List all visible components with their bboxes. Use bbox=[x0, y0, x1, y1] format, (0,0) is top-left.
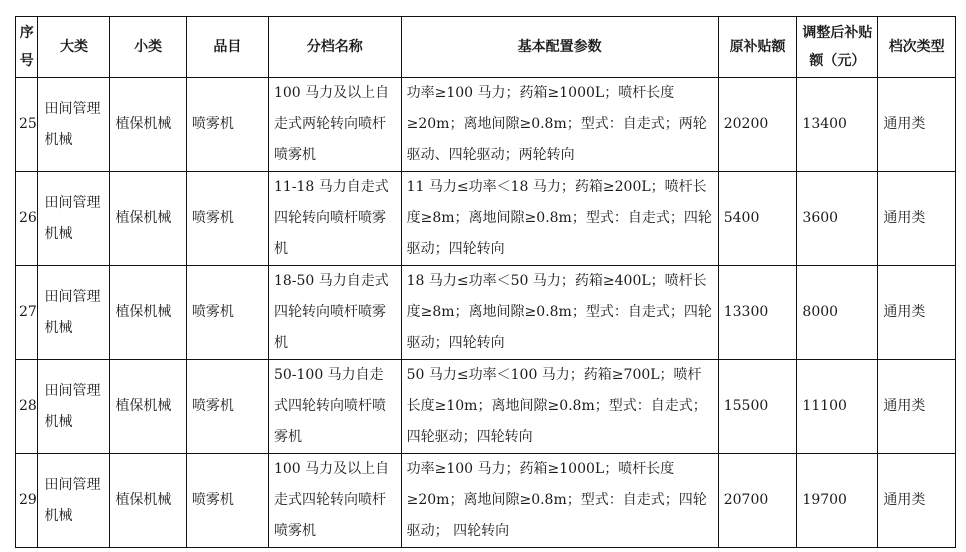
cell-no: 29 bbox=[16, 454, 38, 548]
cell-adjusted-subsidy: 19700 bbox=[797, 454, 878, 548]
cell-config: 功率≥100 马力；药箱≥1000L；喷杆长度≥20m；离地间隙≥0.8m；型式：自走式；四轮驱动； 四轮转向 bbox=[401, 454, 718, 548]
cell-category: 田间管理机械 bbox=[38, 172, 110, 266]
header-grade-type: 档次类型 bbox=[878, 17, 956, 78]
subsidy-table bbox=[15, 16, 956, 548]
cell-grade-name: 100 马力及以上自走式四轮转向喷杆喷雾机 bbox=[268, 454, 401, 548]
cell-adjusted-subsidy: 3600 bbox=[797, 172, 878, 266]
cell-no: 27 bbox=[16, 266, 38, 360]
cell-item: 喷雾机 bbox=[186, 454, 268, 548]
cell-subcategory: 植保机械 bbox=[110, 360, 186, 454]
cell-adjusted-subsidy: 8000 bbox=[797, 266, 878, 360]
cell-category: 田间管理机械 bbox=[38, 360, 110, 454]
header-no: 序号 bbox=[16, 17, 38, 78]
cell-grade-name: 11-18 马力自走式四轮转向喷杆喷雾机 bbox=[268, 172, 401, 266]
cell-config: 50 马力≤功率＜100 马力；药箱≥700L；喷杆长度≥10m；离地间隙≥0.8m；型式：自走式； 四轮驱动；四轮转向 bbox=[401, 360, 718, 454]
cell-no: 25 bbox=[16, 78, 38, 172]
cell-config: 11 马力≤功率＜18 马力；药箱≥200L；喷杆长度≥8m；离地间隙≥0.8m；型式：自走式；四轮驱动；四轮转向 bbox=[401, 172, 718, 266]
cell-category: 田间管理机械 bbox=[38, 454, 110, 548]
header-adjusted-subsidy: 调整后补贴额（元） bbox=[797, 17, 878, 78]
subsidy-table-container bbox=[15, 16, 956, 548]
cell-item: 喷雾机 bbox=[186, 360, 268, 454]
cell-adjusted-subsidy: 13400 bbox=[797, 78, 878, 172]
cell-item: 喷雾机 bbox=[186, 172, 268, 266]
table-row bbox=[16, 266, 956, 360]
cell-subcategory: 植保机械 bbox=[110, 454, 186, 548]
table-row bbox=[16, 360, 956, 454]
cell-item: 喷雾机 bbox=[186, 266, 268, 360]
cell-no: 28 bbox=[16, 360, 38, 454]
header-item: 品目 bbox=[186, 17, 268, 78]
cell-original-subsidy: 13300 bbox=[718, 266, 797, 360]
cell-subcategory: 植保机械 bbox=[110, 172, 186, 266]
cell-category: 田间管理机械 bbox=[38, 266, 110, 360]
header-subcategory: 小类 bbox=[110, 17, 186, 78]
cell-original-subsidy: 20700 bbox=[718, 454, 797, 548]
table-body bbox=[16, 78, 956, 548]
cell-config: 功率≥100 马力；药箱≥1000L；喷杆长度≥20m；离地间隙≥0.8m；型式：自走式；两轮驱动、四轮驱动；两轮转向 bbox=[401, 78, 718, 172]
cell-original-subsidy: 20200 bbox=[718, 78, 797, 172]
table-row bbox=[16, 172, 956, 266]
table-row bbox=[16, 454, 956, 548]
cell-grade-type: 通用类 bbox=[878, 172, 956, 266]
cell-subcategory: 植保机械 bbox=[110, 266, 186, 360]
cell-adjusted-subsidy: 11100 bbox=[797, 360, 878, 454]
cell-item: 喷雾机 bbox=[186, 78, 268, 172]
cell-subcategory: 植保机械 bbox=[110, 78, 186, 172]
header-grade-name: 分档名称 bbox=[268, 17, 401, 78]
cell-grade-type: 通用类 bbox=[878, 454, 956, 548]
cell-grade-type: 通用类 bbox=[878, 360, 956, 454]
cell-category: 田间管理机械 bbox=[38, 78, 110, 172]
cell-original-subsidy: 5400 bbox=[718, 172, 797, 266]
header-row bbox=[16, 17, 956, 78]
cell-grade-name: 18-50 马力自走式四轮转向喷杆喷雾机 bbox=[268, 266, 401, 360]
cell-grade-name: 50-100 马力自走式四轮转向喷杆喷雾机 bbox=[268, 360, 401, 454]
header-config: 基本配置参数 bbox=[401, 17, 718, 78]
header-category: 大类 bbox=[38, 17, 110, 78]
cell-grade-type: 通用类 bbox=[878, 78, 956, 172]
cell-no: 26 bbox=[16, 172, 38, 266]
cell-grade-name: 100 马力及以上自走式两轮转向喷杆喷雾机 bbox=[268, 78, 401, 172]
cell-config: 18 马力≤功率＜50 马力；药箱≥400L；喷杆长度≥8m；离地间隙≥0.8m；型式：自走式；四轮驱动；四轮转向 bbox=[401, 266, 718, 360]
table-header bbox=[16, 17, 956, 78]
cell-grade-type: 通用类 bbox=[878, 266, 956, 360]
table-row bbox=[16, 78, 956, 172]
header-original-subsidy: 原补贴额 bbox=[718, 17, 797, 78]
cell-original-subsidy: 15500 bbox=[718, 360, 797, 454]
